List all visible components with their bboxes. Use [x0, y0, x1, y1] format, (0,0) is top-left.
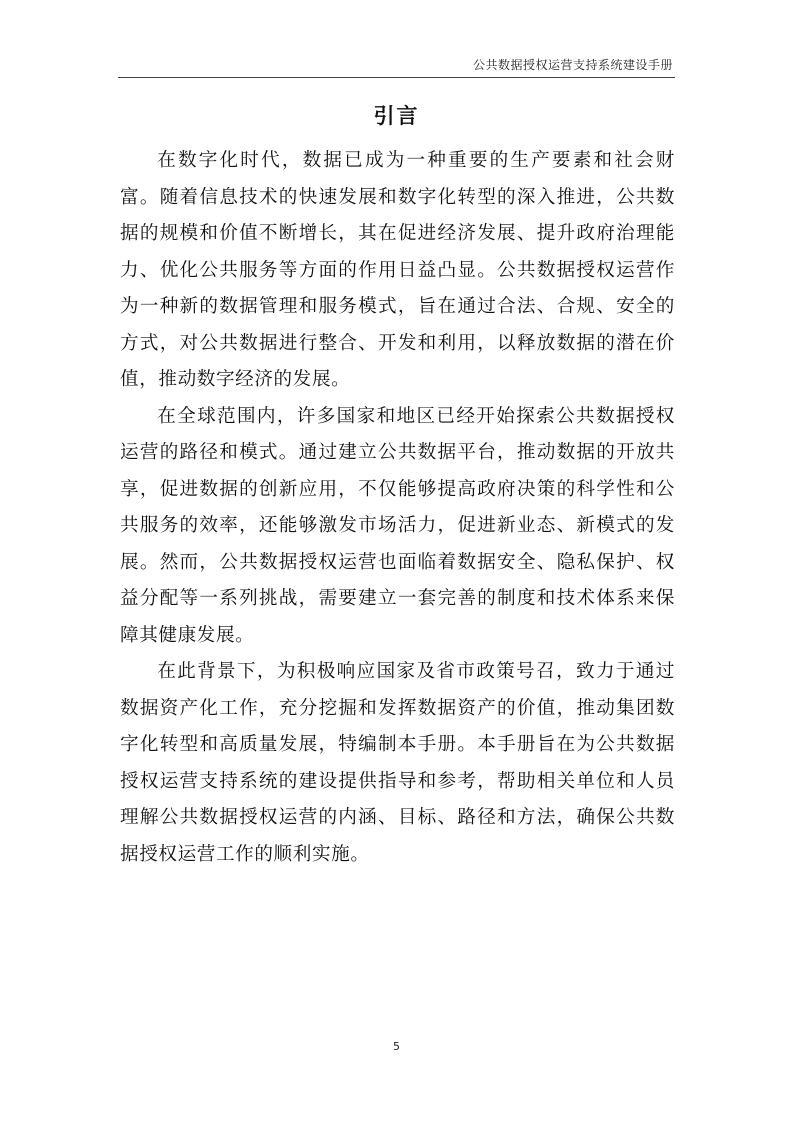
section-body	[120, 143, 675, 873]
page-number: 5	[393, 1040, 400, 1053]
section-title: 引言	[373, 104, 420, 128]
running-header: 公共数据授权运营支持系统建设手册	[472, 58, 673, 72]
paragraph-2: 在全球范围内，许多国家和地区已经开始探索公共数据授权运营的路径和模式。通过建立公共数据平台，推动数据的开放共享，促进数据的创新应用，不仅能够提高政府决策的科学性和公共服务的效率，还能够激发市场活力，促进新业态、新模式的发展。然而，公共数据授权运营也面临着数据安全、隐私保护、权益分配等一系列挑战，需要建立一套完善的制度和技术体系来保障其健康发展。	[120, 405, 675, 646]
header-rule	[118, 77, 675, 78]
paragraph-1: 在数字化时代，数据已成为一种重要的生产要素和社会财富。随着信息技术的快速发展和数字化转型的深入推进，公共数据的规模和价值不断增长，其在促进经济发展、提升政府治理能力、优化公共服务等方面的作用日益凸显。公共数据授权运营作为一种新的数据管理和服务模式，旨在通过合法、合规、安全的方式，对公共数据进行整合、开发和利用，以释放数据的潜在价值，推动数字经济的发展。	[120, 150, 675, 390]
paragraph-3: 在此背景下，为积极响应国家及省市政策号召，致力于通过数据资产化工作，充分挖掘和发挥数据资产的价值，推动集团数字化转型和高质量发展，特编制本手册。本手册旨在为公共数据授权运营支持系统的建设提供指导和参考，帮助相关单位和人员理解公共数据授权运营的内涵、目标、路径和方法，确保公共数据授权运营工作的顺利实施。	[120, 661, 675, 865]
